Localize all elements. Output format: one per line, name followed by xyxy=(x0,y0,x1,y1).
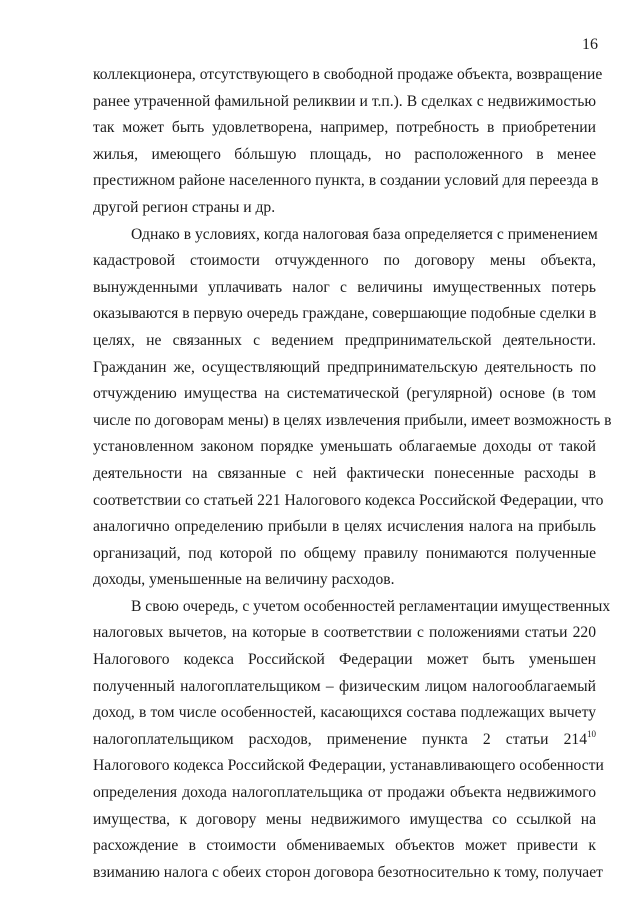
footnote-marker[interactable]: 10 xyxy=(587,728,596,739)
text-line: вынужденными уплачивать налог с величины имущественных потерь xyxy=(93,278,596,296)
text-line: налоговых вычетов, на которые в соответствии с положениями статьи 220 xyxy=(93,624,596,642)
text-line: аналогично определению прибыли в целях исчисления налога на прибыль xyxy=(93,518,596,536)
text-line: расхождение в стоимости обмениваемых объектов может привести к xyxy=(93,837,596,855)
text-line: Налогового кодекса Российской Федерации может быть уменьшен xyxy=(93,651,596,669)
text-line: другой регион страны и др. xyxy=(93,198,276,216)
text-line: кадастровой стоимости отчужденного по договору мены объекта, xyxy=(93,252,596,270)
text-line: соответствии со статьей 221 Налогового кодекса Российской Федерации, что xyxy=(93,491,604,509)
text-line: оказываются в первую очередь граждане, совершающие подобные сделки в xyxy=(93,305,597,323)
text-line: Налогового кодекса Российской Федерации, устанавливающего особенности xyxy=(93,757,604,775)
text-line: определения дохода налогоплательщика от продажи объекта недвижимого xyxy=(93,784,596,802)
text-line: целях, не связанных с ведением предпринимательской деятельности. xyxy=(93,331,596,349)
text-line: доходы, уменьшенные на величину расходов. xyxy=(93,571,395,589)
text-line: престижном районе населенного пункта, в создании условий для переезда в xyxy=(93,172,599,190)
text-line: коллекционера, отсутствующего в свободной продаже объекта, возвращение xyxy=(93,66,603,83)
text-line: полученный налогоплательщиком – физическим лицом налогооблагаемый xyxy=(93,677,596,695)
text-line: организаций, под которой по общему правилу понимаются полученные xyxy=(93,544,596,562)
text-line: жилья, имеющего бóльшую площадь, но расположенного в менее xyxy=(93,145,596,163)
text-line: взиманию налога с обеих сторон договора безотносительно к тому, получает xyxy=(93,863,603,881)
text-line-with-footnote xyxy=(93,727,596,754)
text-line: Гражданин же, осуществляющий предпринимательскую деятельность по xyxy=(93,358,596,376)
text-line: установленном законом порядке уменьшать облагаемые доходы от такой xyxy=(93,438,596,456)
text-line: числе по договорам мены) в целях извлечения прибыли, имеет возможность в xyxy=(93,411,612,429)
text-line: Однако в условиях, когда налоговая база определяется с применением xyxy=(131,225,598,243)
page-number: 16 xyxy=(582,36,598,53)
text-line: так может быть удовлетворена, например, потребность в приобретении xyxy=(93,119,596,137)
text-line: ранее утраченной фамильной реликвии и т.п.). В сделках с недвижимостью xyxy=(93,92,596,110)
text-line: деятельности на связанные с ней фактически понесенные расходы в xyxy=(93,464,596,482)
text-line: отчуждению имущества на систематической (регулярной) основе (в том xyxy=(93,385,596,403)
text-line-content: налогоплательщиком расходов, применение пункта 2 статьи 214 xyxy=(93,730,587,748)
text-line: доход, в том числе особенностей, касающихся состава подлежащих вычету xyxy=(93,704,596,722)
text-line: В свою очередь, с учетом особенностей регламентации имущественных xyxy=(131,597,611,615)
text-line: имущества, к договору мены недвижимого имущества со ссылкой на xyxy=(93,810,596,828)
body-text xyxy=(93,62,612,886)
